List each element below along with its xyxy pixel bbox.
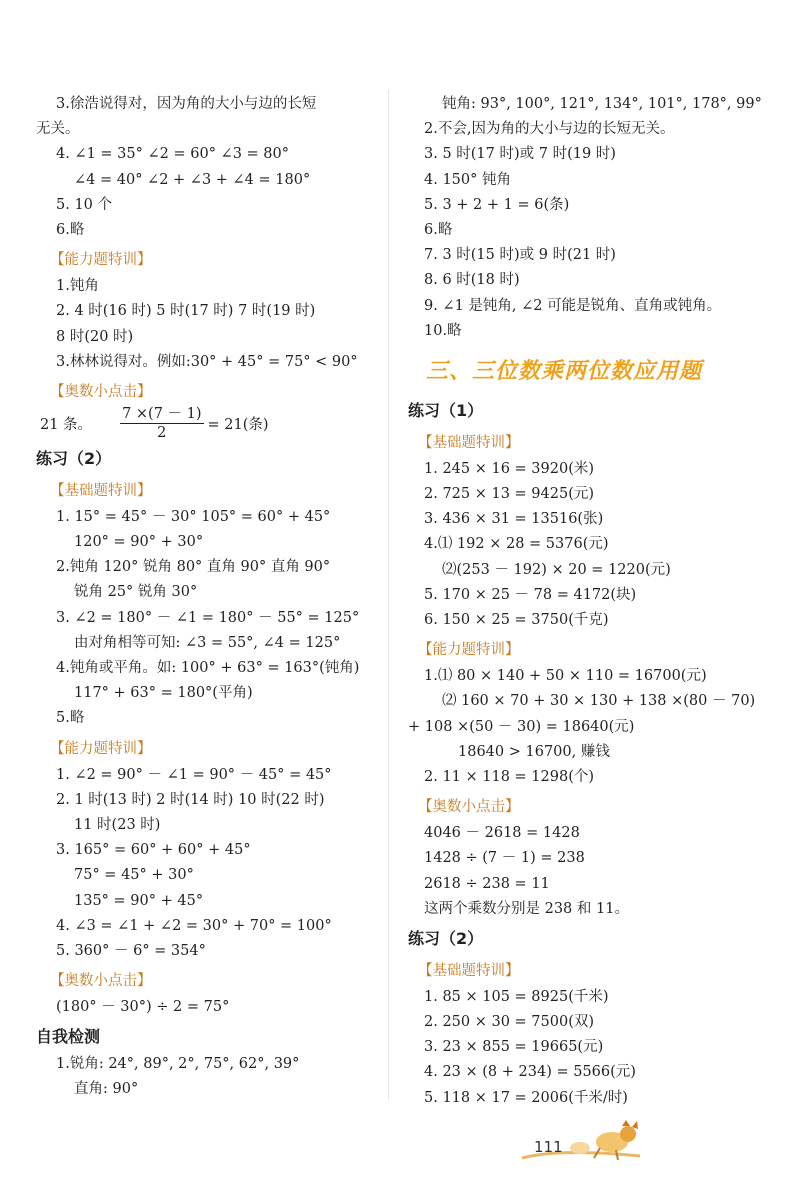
exercise-heading: 练习（1） xyxy=(408,400,484,420)
answer-line: 1428 ÷ (7 － 1) = 238 xyxy=(424,850,585,867)
answer-line: 2. 725 × 13 = 9425(元) xyxy=(424,486,595,503)
answer-line: 1. 245 × 16 = 3920(米) xyxy=(424,460,595,477)
answer-line: 1.钝角 xyxy=(56,278,99,295)
answer-line: 3. 165° = 60° + 60° + 45° xyxy=(56,842,251,859)
exercise-heading: 练习（2） xyxy=(408,928,484,948)
answer-line: 9. ∠1 是钝角, ∠2 可能是锐角、直角或钝角。 xyxy=(424,297,722,314)
answer-line: 11 时(23 时) xyxy=(74,816,161,833)
answer-line: 1. 85 × 105 = 8925(千米) xyxy=(424,988,609,1005)
answer-line: 钝角: 93°, 100°, 121°, 134°, 101°, 178°, 99° xyxy=(442,96,762,112)
answer-line: 6.略 xyxy=(424,221,453,238)
answer-line: ∠4 = 40° ∠2 + ∠3 + ∠4 = 180° xyxy=(74,171,311,188)
section-tag: 【能力题特训】 xyxy=(50,252,152,269)
answer-line: 4. 23 × (8 + 234) = 5566(元) xyxy=(424,1064,636,1081)
answer-line: 这两个乘数分别是 238 和 11。 xyxy=(424,900,629,917)
answer-line: 4.钝角或平角。如: 100° + 63° = 163°(钝角) xyxy=(56,660,360,676)
answer-line: 135° = 90° + 45° xyxy=(74,892,204,909)
fraction-denominator: 2 xyxy=(157,425,167,442)
section-tag: 【奥数小点击】 xyxy=(50,383,152,400)
answer-line: 锐角 25° 锐角 30° xyxy=(74,584,198,601)
answer-line: 5. 10 个 xyxy=(56,196,113,213)
answer-line: 无关。 xyxy=(36,121,80,138)
answer-line: ⑵ 160 × 70 + 30 × 130 + 138 ×(80 － 70) xyxy=(442,693,756,710)
answer-line: + 108 ×(50 － 30) = 18640(元) xyxy=(408,718,635,735)
answer-line: 1. 15° = 45° － 30° 105° = 60° + 45° xyxy=(56,508,331,525)
answer-line: 4046 － 2618 = 1428 xyxy=(424,825,580,842)
answer-line: 120° = 90° + 30° xyxy=(74,534,204,551)
answer-line: 8. 6 时(18 时) xyxy=(424,272,520,289)
answer-line: 7. 3 时(15 时)或 9 时(21 时) xyxy=(424,247,616,264)
answer-line: 2. 4 时(16 时) 5 时(17 时) 7 时(19 时) xyxy=(56,303,316,320)
fraction-numerator: 7 ×(7 － 1) xyxy=(122,406,202,423)
answer-line: 6.略 xyxy=(56,221,85,238)
answer-line: 1.锐角: 24°, 89°, 2°, 75°, 62°, 39° xyxy=(56,1056,300,1073)
section-tag: 【基础题特训】 xyxy=(418,434,520,451)
answer-line: 2. 250 × 30 = 7500(双) xyxy=(424,1014,595,1031)
answer-line: 2.不会,因为角的大小与边的长短无关。 xyxy=(424,121,675,138)
exercise-heading: 自我检测 xyxy=(36,1027,101,1047)
answer-line: 5. 360° － 6° = 354° xyxy=(56,942,206,959)
answer-line: 117° + 63° = 180°(平角) xyxy=(74,685,253,702)
answer-line: 8 时(20 时) xyxy=(56,328,134,345)
section-tag: 【奥数小点击】 xyxy=(50,973,152,990)
formula-prefix: 21 条。 xyxy=(40,417,93,434)
answer-line: 4.⑴ 192 × 28 = 5376(元) xyxy=(424,536,609,553)
answer-line: 10.略 xyxy=(424,322,462,339)
answer-line: 5.略 xyxy=(56,710,85,727)
chapter-title: 三、三位数乘两位数应用题 xyxy=(426,358,703,384)
answer-line: 4. ∠3 = ∠1 + ∠2 = 30° + 70° = 100° xyxy=(56,917,332,934)
answer-line: 1. ∠2 = 90° － ∠1 = 90° － 45° = 45° xyxy=(56,766,332,783)
section-tag: 【奥数小点击】 xyxy=(418,799,520,816)
answer-line: 4. ∠1 = 35° ∠2 = 60° ∠3 = 80° xyxy=(56,146,289,163)
answer-line: 75° = 45° + 30° xyxy=(74,867,194,884)
left-column xyxy=(36,92,385,1103)
answer-line: 5. 118 × 17 = 2006(千米/时) xyxy=(424,1089,628,1106)
column-divider xyxy=(388,90,389,1100)
right-column xyxy=(408,92,778,1111)
answer-line: 1.⑴ 80 × 140 + 50 × 110 = 16700(元) xyxy=(424,668,707,685)
exercise-heading: 练习（2） xyxy=(36,448,112,468)
answer-line: 2. 11 × 118 = 1298(个) xyxy=(424,768,595,785)
answer-line: (180° － 30°) ÷ 2 = 75° xyxy=(56,999,230,1016)
answer-line: 3. 436 × 31 = 13516(张) xyxy=(424,511,604,528)
answer-line: 5. 170 × 25 － 78 = 4172(块) xyxy=(424,586,637,603)
answer-line: 2. 1 时(13 时) 2 时(14 时) 10 时(22 时) xyxy=(56,791,325,808)
answer-line: 3. ∠2 = 180° － ∠1 = 180° － 55° = 125° xyxy=(56,609,360,626)
page-number: 111 xyxy=(534,1138,563,1156)
answer-line: 3.徐浩说得对，因为角的大小与边的长短 xyxy=(56,96,317,112)
fraction xyxy=(120,405,203,442)
section-tag: 【基础题特训】 xyxy=(418,962,520,979)
answer-line: 由对角相等可知: ∠3 = 55°, ∠4 = 125° xyxy=(74,634,341,651)
answer-line: 3. 5 时(17 时)或 7 时(19 时) xyxy=(424,146,616,163)
section-tag: 【能力题特训】 xyxy=(418,642,520,659)
answer-line: 直角: 90° xyxy=(74,1081,139,1098)
section-tag: 【能力题特训】 xyxy=(50,740,152,757)
answer-line: 2618 ÷ 238 = 11 xyxy=(424,875,550,892)
answer-line: 3.林林说得对。例如:30° + 45° = 75° < 90° xyxy=(56,353,358,370)
answer-line: 18640 > 16700, 赚钱 xyxy=(458,743,610,760)
formula-result: = 21(条) xyxy=(207,417,269,434)
answer-line: 6. 150 × 25 = 3750(千克) xyxy=(424,612,609,628)
answer-line: 5. 3 + 2 + 1 = 6(条) xyxy=(424,196,570,213)
section-tag: 【基础题特训】 xyxy=(50,482,152,499)
answer-line: 4. 150° 钝角 xyxy=(424,171,511,188)
answer-line: ⑵(253 － 192) × 20 = 1220(元) xyxy=(442,561,671,578)
fraction-formula xyxy=(40,406,385,442)
answer-line: 3. 23 × 855 = 19665(元) xyxy=(424,1039,604,1056)
answer-line: 2.钝角 120° 锐角 80° 直角 90° 直角 90° xyxy=(56,559,331,576)
